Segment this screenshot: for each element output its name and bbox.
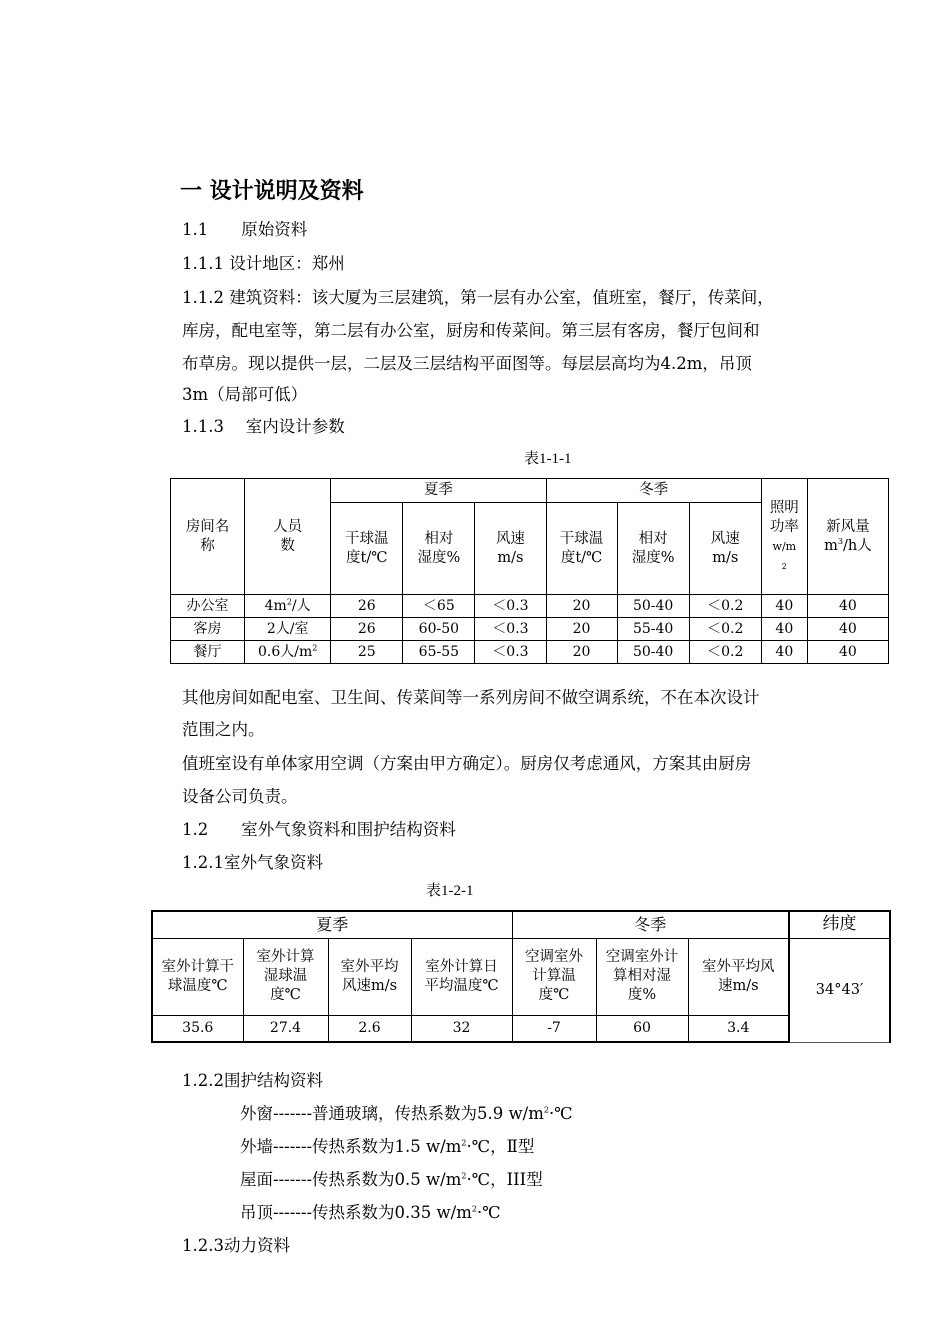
header-winter-ac-temp: 空调室外计算温度℃ <box>512 938 596 1015</box>
envelope-roof-sup: 2 <box>461 1171 467 1181</box>
header-latitude: 纬度 <box>789 911 890 938</box>
header-fresh-air-tail: /h人 <box>842 537 872 554</box>
table-row <box>171 595 889 618</box>
value-cell: 35.6 <box>152 1015 243 1042</box>
summer-wind-cell: ＜0.3 <box>475 595 546 618</box>
header-daily-avg-temp: 室外计算日平均温度℃ <box>411 938 512 1015</box>
winter-temp-cell: 20 <box>546 618 617 641</box>
winter-rh-cell: 50-40 <box>617 595 689 618</box>
winter-wind-cell: ＜0.2 <box>689 618 761 641</box>
winter-rh-cell: 50-40 <box>617 641 689 664</box>
envelope-wall-text: 外墙-------传热系数为1.5 w/m <box>240 1137 462 1156</box>
header-summer-wet-bulb: 室外计算湿球温度℃ <box>243 938 328 1015</box>
summer-temp-cell: 26 <box>331 618 403 641</box>
note-line-3: 值班室设有单体家用空调（方案由甲方确定）。厨房仅考虑通风，方案其由厨房 <box>182 754 752 773</box>
note-line-2: 范围之内。 <box>182 720 265 739</box>
heading-1-2-2: 1.2.2围护结构资料 <box>182 1071 323 1090</box>
envelope-ceiling-text: 吊顶-------传热系数为0.35 w/m <box>240 1203 472 1222</box>
value-cell: 60 <box>596 1015 688 1042</box>
header-lighting-power <box>761 479 807 595</box>
value-cell: 32 <box>411 1015 512 1042</box>
summer-rh-cell: 65-55 <box>403 641 475 664</box>
people-sup: 2 <box>312 642 318 652</box>
people-cell <box>245 595 331 618</box>
summer-rh-cell: 60-50 <box>403 618 475 641</box>
people-tail: /人 <box>291 597 311 614</box>
header-room-name: 房间名称 <box>171 479 245 595</box>
people-cell <box>245 618 331 641</box>
table-row <box>152 1015 890 1042</box>
header-summer-wind: 风速m/s <box>475 503 546 595</box>
summer-temp-cell: 25 <box>331 641 403 664</box>
winter-wind-cell: ＜0.2 <box>689 595 761 618</box>
table2-caption: 表1-2-1 <box>426 883 474 899</box>
header-lighting-unit: w/m <box>772 539 797 553</box>
value-cell: -7 <box>512 1015 596 1042</box>
header-summer-rh: 相对湿度% <box>403 503 475 595</box>
envelope-roof-unit: ·℃，III型 <box>466 1170 543 1189</box>
header-summer-dry-bulb: 室外计算干球温度℃ <box>152 938 243 1015</box>
building-info-line-4: 3m（局部可低） <box>182 385 308 404</box>
heading-1-1-3: 1.1.3 室内设计参数 <box>182 417 345 436</box>
value-cell: 27.4 <box>243 1015 328 1042</box>
header-winter-dry-bulb: 干球温度t/℃ <box>546 503 617 595</box>
envelope-ceiling-unit: ·℃ <box>476 1203 501 1222</box>
design-location: 1.1.1 设计地区：郑州 <box>182 254 345 273</box>
table1-caption: 表1-1-1 <box>524 451 572 467</box>
lighting-cell: 40 <box>761 618 807 641</box>
section-title: 一 设计说明及资料 <box>180 179 364 204</box>
winter-temp-cell: 20 <box>546 595 617 618</box>
summer-temp-cell: 26 <box>331 595 403 618</box>
header-winter: 冬季 <box>546 479 761 503</box>
room-cell: 餐厅 <box>171 641 245 664</box>
envelope-window-sup: 2 <box>543 1105 549 1115</box>
fresh-air-cell: 40 <box>807 641 888 664</box>
header-people: 人员数 <box>245 479 331 595</box>
winter-rh-cell: 55-40 <box>617 618 689 641</box>
heading-1-2-3: 1.2.3动力资料 <box>182 1236 290 1255</box>
heading-1-1: 1.1 原始资料 <box>182 220 308 239</box>
value-cell: 2.6 <box>328 1015 411 1042</box>
header-summer: 夏季 <box>331 479 546 503</box>
building-info-line-3: 布草房。现以提供一层，二层及三层结构平面图等。每层层高均为4.2m，吊顶 <box>182 354 752 373</box>
building-info-line-1: 1.1.2 建筑资料：该大厦为三层建筑，第一层有办公室，值班室，餐厅，传菜间， <box>182 288 774 307</box>
header-winter-wind: 风速m/s <box>689 503 761 595</box>
envelope-window-text: 外窗-------普通玻璃，传热系数为5.9 w/m <box>240 1104 544 1123</box>
outdoor-weather-table <box>151 910 891 1043</box>
header-fresh-air <box>807 479 888 595</box>
indoor-design-params-table <box>170 478 889 664</box>
fresh-air-cell: 40 <box>807 618 888 641</box>
heading-1-2-1: 1.2.1室外气象资料 <box>182 853 323 872</box>
fresh-air-cell: 40 <box>807 595 888 618</box>
people-value: 2人/室 <box>266 620 309 637</box>
note-line-1: 其他房间如配电室、卫生间、传菜间等一系列房间不做空调系统，不在本次设计 <box>182 688 760 707</box>
header-summer: 夏季 <box>152 911 512 938</box>
room-cell: 办公室 <box>171 595 245 618</box>
envelope-wall <box>240 1133 534 1157</box>
people-value: 4m <box>264 597 287 614</box>
envelope-roof-text: 屋面-------传热系数为0.5 w/m <box>240 1170 462 1189</box>
header-summer-dry-bulb: 干球温度t/℃ <box>331 503 403 595</box>
lighting-cell: 40 <box>761 595 807 618</box>
envelope-ceiling <box>240 1199 501 1223</box>
lighting-cell: 40 <box>761 641 807 664</box>
summer-rh-cell: ＜65 <box>403 595 475 618</box>
winter-temp-cell: 20 <box>546 641 617 664</box>
header-summer-wind: 室外平均风速m/s <box>328 938 411 1015</box>
header-fresh-air-label: 新风量m <box>824 518 870 554</box>
table-row <box>171 618 889 641</box>
room-cell: 客房 <box>171 618 245 641</box>
header-winter-rh: 相对湿度% <box>617 503 689 595</box>
envelope-wall-unit: ·℃，Ⅱ型 <box>466 1137 535 1156</box>
header-winter-wind: 室外平均风速m/s <box>688 938 789 1015</box>
note-line-4: 设备公司负责。 <box>182 787 298 806</box>
header-lighting-label: 照明功率 <box>769 499 799 535</box>
envelope-roof <box>240 1166 543 1190</box>
people-cell <box>245 641 331 664</box>
people-sup: 2 <box>286 596 292 606</box>
latitude-value: 34°43′ <box>789 938 890 1042</box>
value-cell: 3.4 <box>688 1015 789 1042</box>
header-winter-ac-rh: 空调室外计算相对湿度% <box>596 938 688 1015</box>
header-lighting-sup: 2 <box>781 561 787 571</box>
winter-wind-cell: ＜0.2 <box>689 641 761 664</box>
people-value: 0.6人/m <box>257 643 313 660</box>
envelope-wall-sup: 2 <box>461 1138 467 1148</box>
header-winter: 冬季 <box>512 911 789 938</box>
heading-1-2: 1.2 室外气象资料和围护结构资料 <box>182 820 456 839</box>
envelope-ceiling-sup: 2 <box>471 1204 477 1214</box>
table-row <box>171 641 889 664</box>
envelope-window <box>240 1100 573 1124</box>
header-fresh-air-sup: 3 <box>837 536 843 546</box>
building-info-line-2: 库房，配电室等，第二层有办公室，厨房和传菜间。第三层有客房，餐厅包间和 <box>182 321 760 340</box>
envelope-window-unit: ·℃ <box>548 1104 573 1123</box>
summer-wind-cell: ＜0.3 <box>475 618 546 641</box>
summer-wind-cell: ＜0.3 <box>475 641 546 664</box>
